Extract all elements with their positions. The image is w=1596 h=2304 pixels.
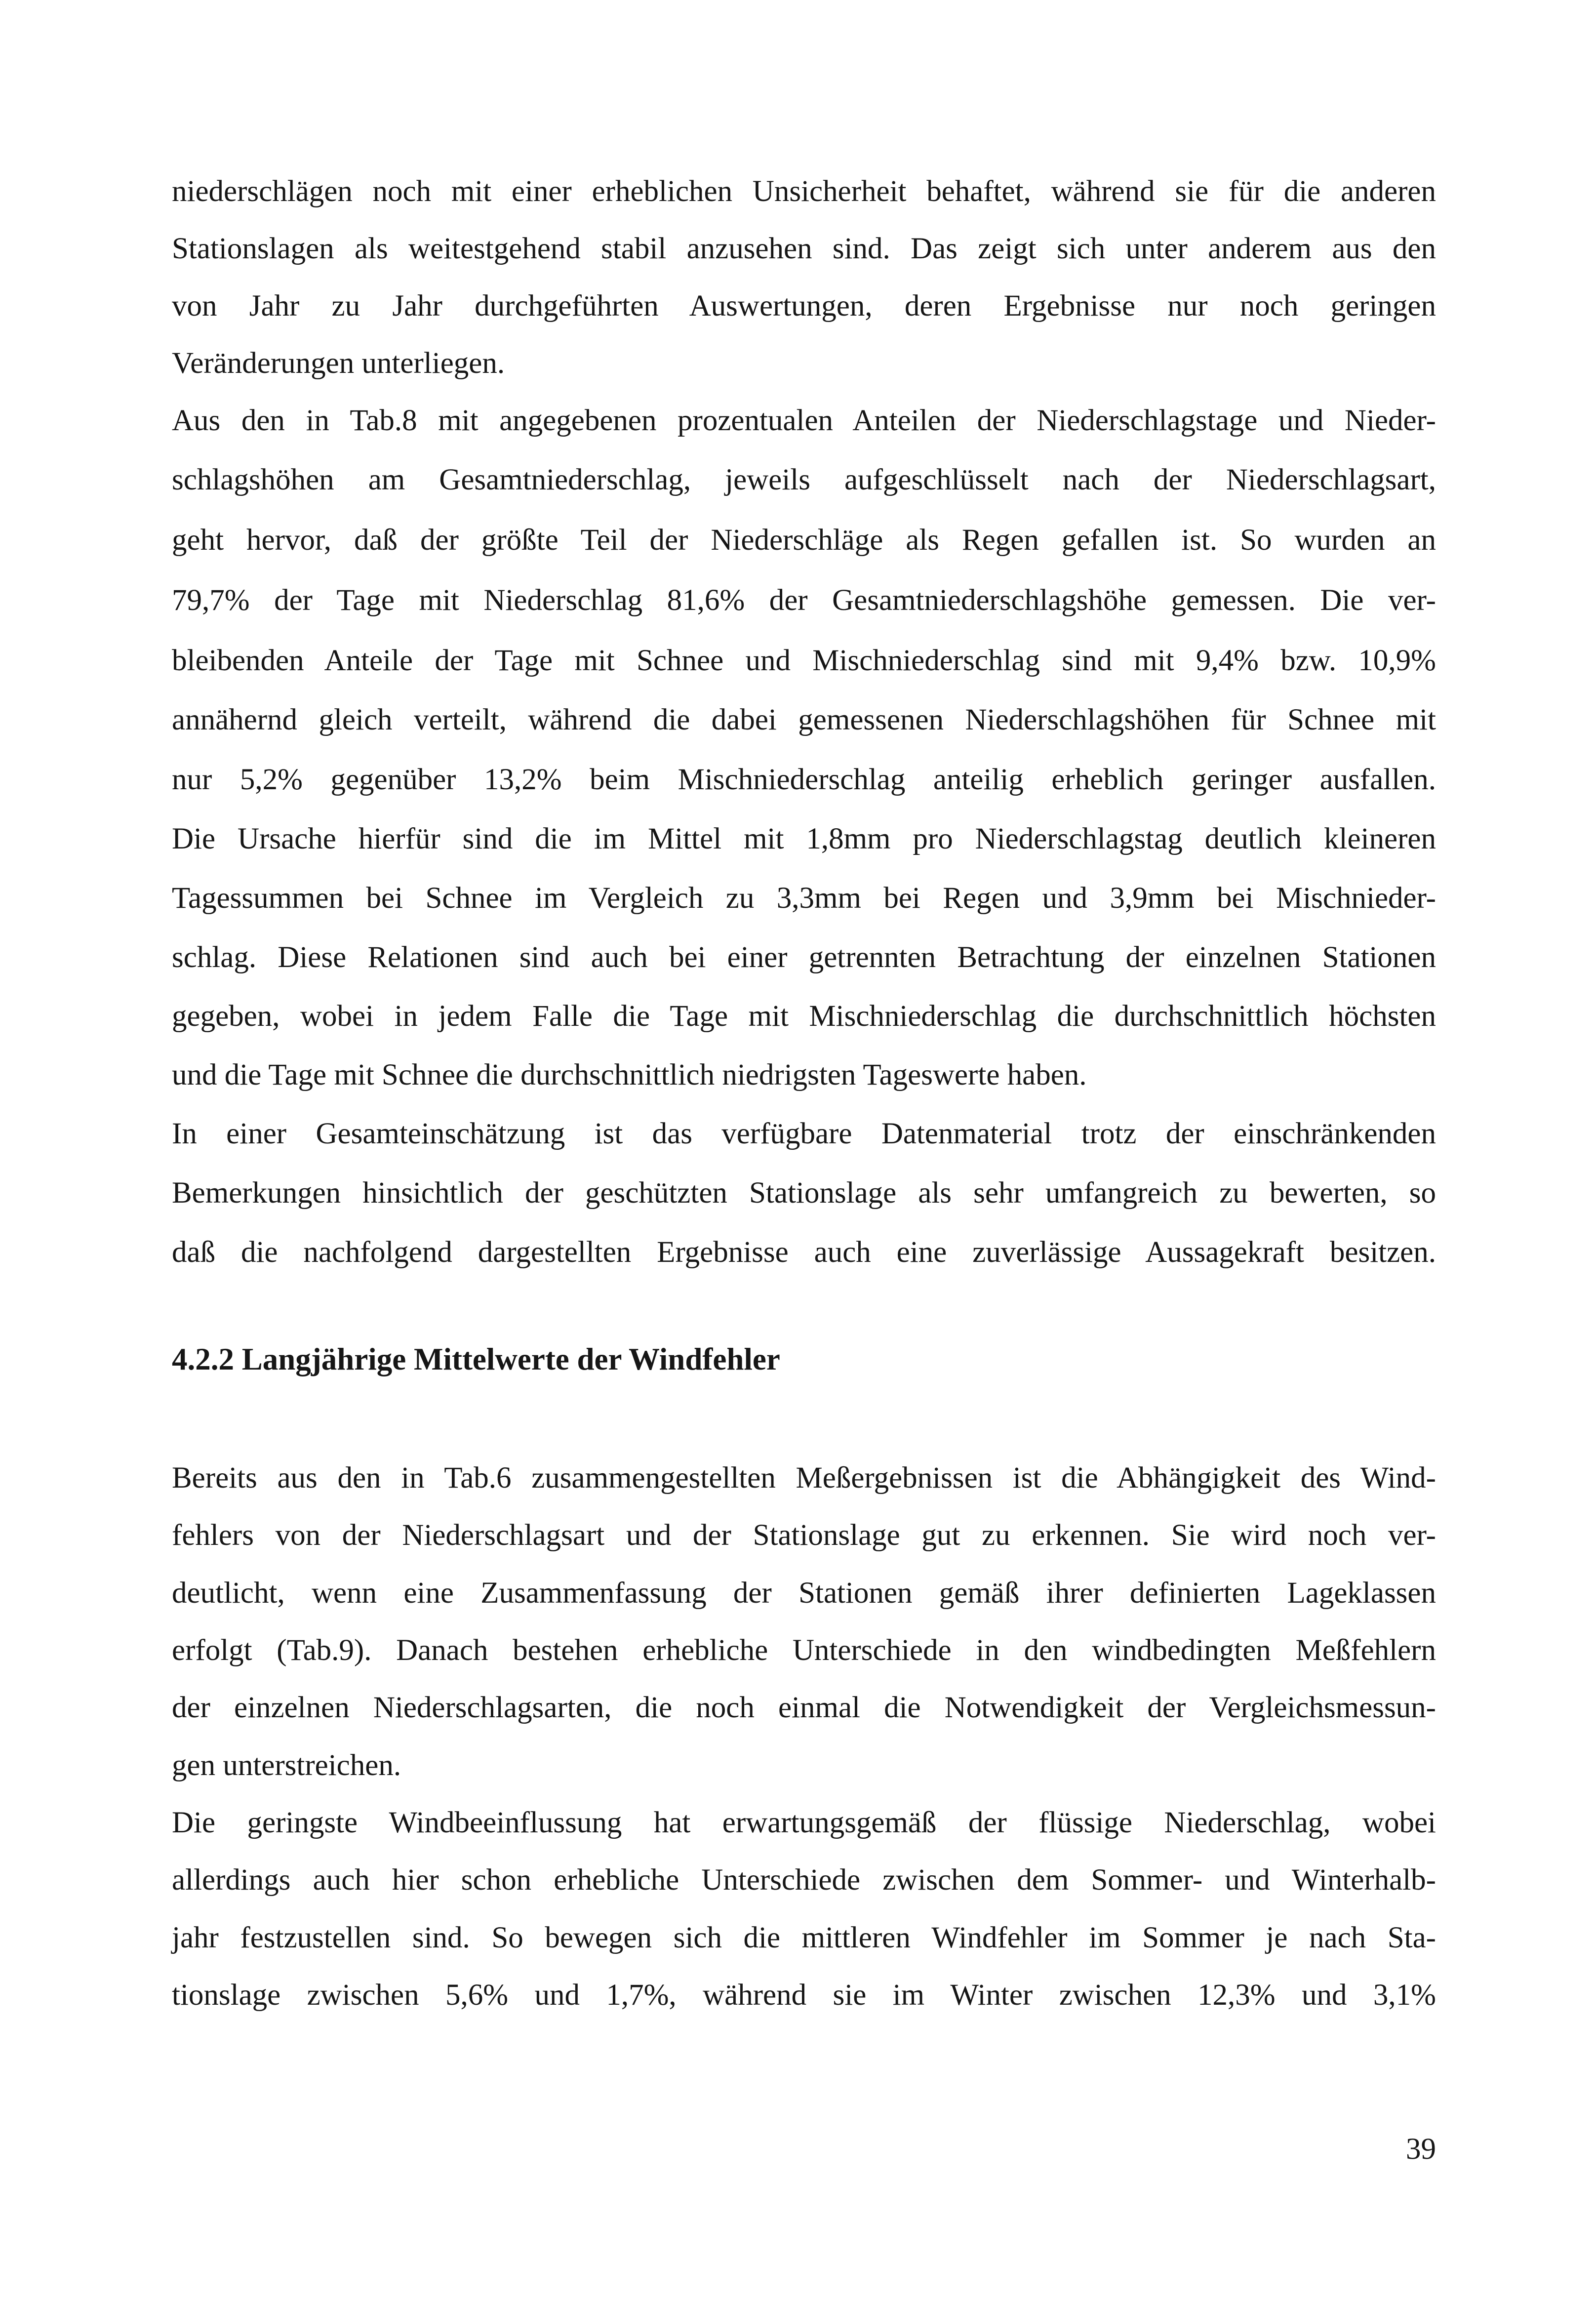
text-line: nur 5,2% gegenüber 13,2% beim Mischniederschlag anteilig erheblich geringer ausfallen. (172, 763, 1436, 796)
text-line: allerdings auch hier schon erhebliche Unterschiede zwischen dem Sommer- und Winterhalb- (172, 1863, 1436, 1897)
page-number: 39 (1406, 2133, 1436, 2166)
text-line: annähernd gleich verteilt, während die dabei gemessenen Niederschlagshöhen für Schnee mit (172, 703, 1436, 736)
text-line: tionslage zwischen 5,6% und 1,7%, während sie im Winter zwischen 12,3% und 3,1% (172, 1979, 1436, 2012)
text-line: der einzelnen Niederschlagsarten, die noch einmal die Notwendigkeit der Vergleichsmessun- (172, 1691, 1436, 1724)
text-line: Bereits aus den in Tab.6 zusammengestellten Meßergebnissen ist die Abhängigkeit des Wind- (172, 1461, 1436, 1495)
text-line: Bemerkungen hinsichtlich der geschützten Stationslage als sehr umfangreich zu bewerten, so (172, 1176, 1436, 1210)
text-line: gegeben, wobei in jedem Falle die Tage mit Mischniederschlag die durchschnittlich höchsten (172, 1000, 1436, 1033)
text-line: daß die nachfolgend dargestellten Ergebnisse auch eine zuverlässige Aussagekraft besitzen. (172, 1236, 1436, 1269)
text-line: jahr festzustellen sind. So bewegen sich die mittleren Windfehler im Sommer je nach Sta- (172, 1921, 1436, 1954)
text-line: schlag. Diese Relationen sind auch bei einer getrennten Betrachtung der einzelnen Stationen (172, 941, 1436, 974)
text-line: Die geringste Windbeeinflussung hat erwartungsgemäß der flüssige Niederschlag, wobei (172, 1806, 1436, 1839)
text-line: In einer Gesamteinschätzung ist das verfügbare Datenmaterial trotz der einschränkenden (172, 1117, 1436, 1150)
text-line: und die Tage mit Schnee die durchschnittlich niedrigsten Tageswerte haben. (172, 1058, 1087, 1091)
section-heading: 4.2.2 Langjährige Mittelwerte der Windfehler (172, 1342, 780, 1376)
text-line: Stationslagen als weitestgehend stabil anzusehen sind. Das zeigt sich unter anderem aus den (172, 232, 1436, 265)
text-line: schlagshöhen am Gesamtniederschlag, jeweils aufgeschlüsselt nach der Niederschlagsart, (172, 463, 1436, 496)
text-line: Aus den in Tab.8 mit angegebenen prozentualen Anteilen der Niederschlagstage und Nieder- (172, 404, 1436, 437)
text-line: von Jahr zu Jahr durchgeführten Auswertungen, deren Ergebnisse nur noch geringen (172, 289, 1436, 323)
text-line: Tagessummen bei Schnee im Vergleich zu 3,3mm bei Regen und 3,9mm bei Mischnieder- (172, 882, 1436, 915)
text-line: gen unterstreichen. (172, 1749, 401, 1782)
text-line: geht hervor, daß der größte Teil der Niederschläge als Regen gefallen ist. So wurden an (172, 524, 1436, 557)
text-line: Die Ursache hierfür sind die im Mittel mit 1,8mm pro Niederschlagstag deutlich kleineren (172, 822, 1436, 855)
text-line: Veränderungen unterliegen. (172, 347, 505, 380)
text-line: fehlers von der Niederschlagsart und der Stationslage gut zu erkennen. Sie wird noch ver- (172, 1519, 1436, 1552)
text-line: bleibenden Anteile der Tage mit Schnee und Mischniederschlag sind mit 9,4% bzw. 10,9% (172, 644, 1436, 677)
text-line: 79,7% der Tage mit Niederschlag 81,6% der Gesamtniederschlagshöhe gemessen. Die ver- (172, 584, 1436, 617)
text-line: deutlicht, wenn eine Zusammenfassung der Stationen gemäß ihrer definierten Lageklassen (172, 1576, 1436, 1610)
text-line: erfolgt (Tab.9). Danach bestehen erhebliche Unterschiede in den windbedingten Meßfehlern (172, 1634, 1436, 1667)
text-line: niederschlägen noch mit einer erheblichen Unsicherheit behaftet, während sie für die anderen (172, 175, 1436, 208)
